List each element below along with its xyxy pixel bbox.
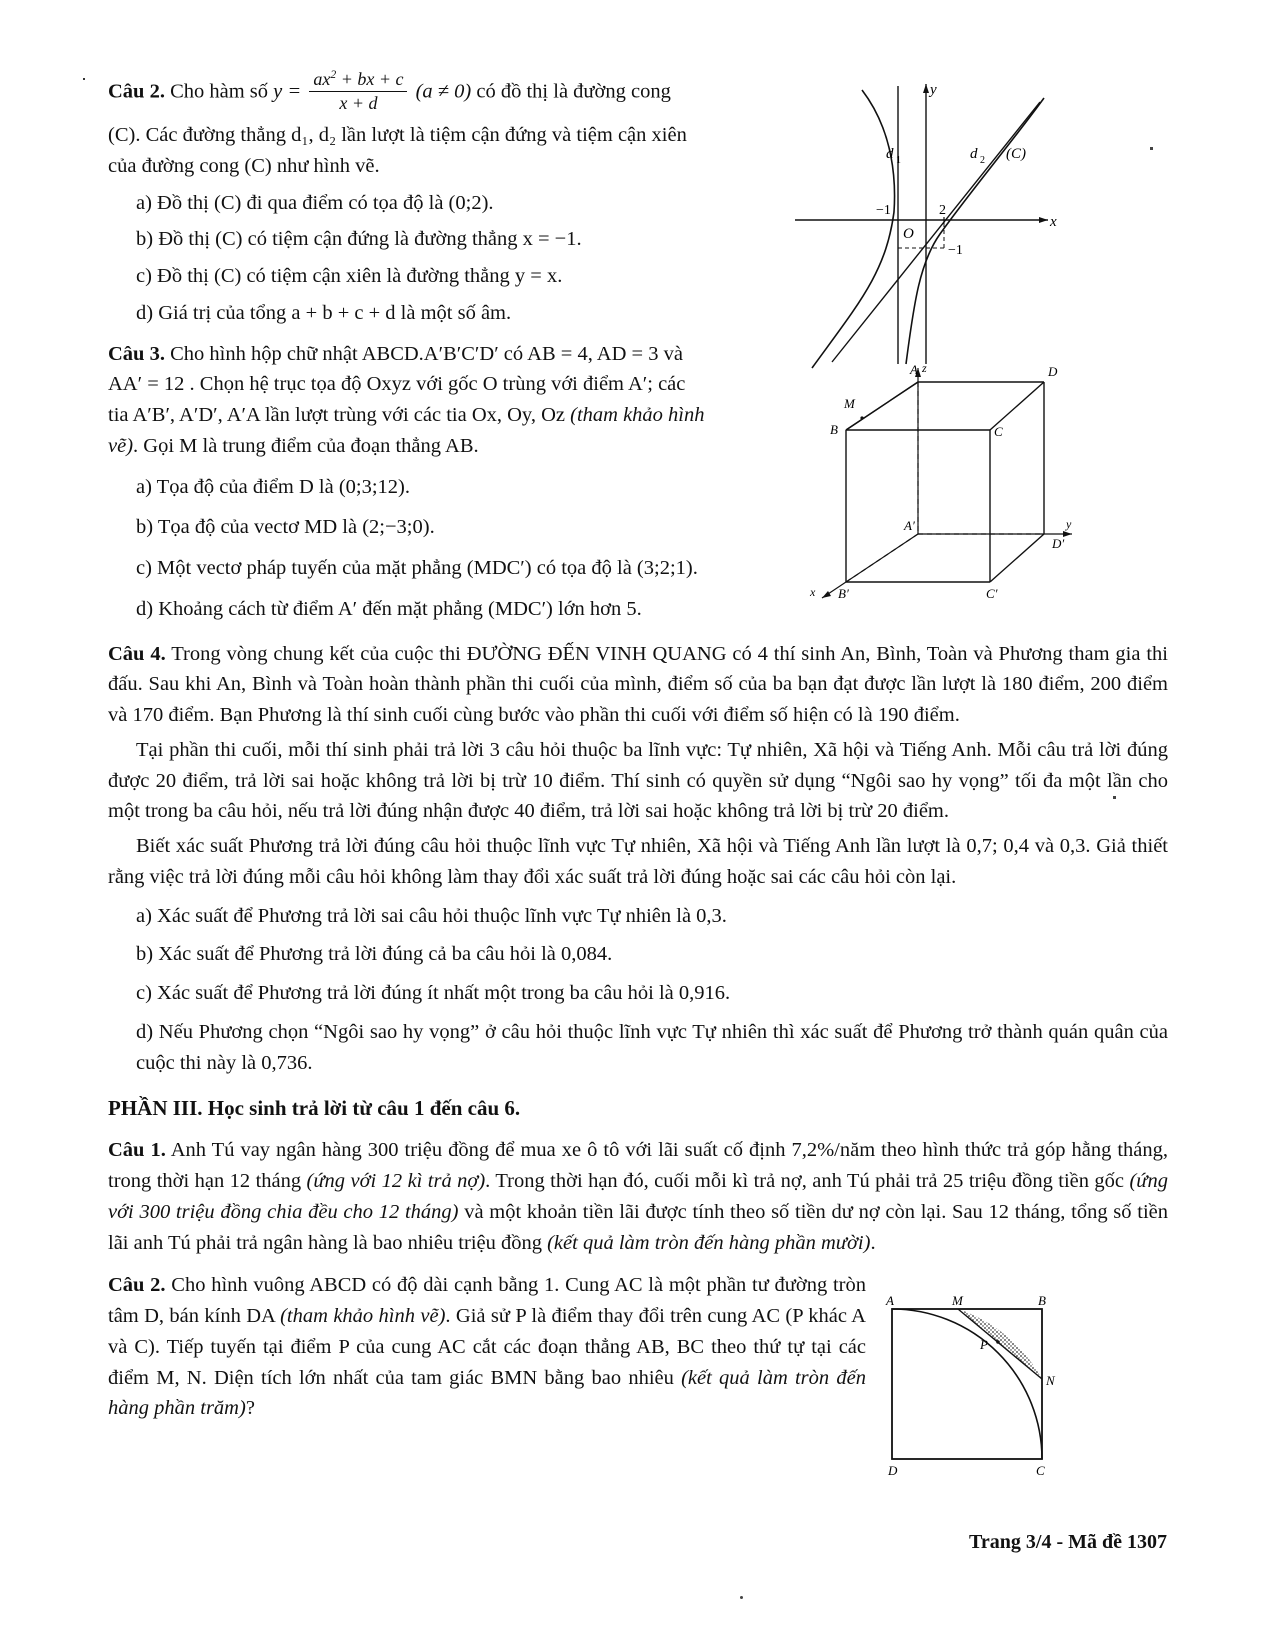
figure3-label-z-axis: z: [922, 361, 927, 375]
figure4-label-C: C: [1036, 1463, 1045, 1478]
cau3-line4a: vẽ): [108, 434, 134, 457]
part3-cau1-italic-3: (kết quả làm tròn đến hàng phần mười): [547, 1231, 871, 1254]
figure-tick-minus1-y: −1: [948, 243, 963, 258]
cau2-item-c: c) Đồ thị (C) có tiệm cận xiên là đường thẳng y = x.: [136, 265, 563, 287]
figure3-label-B: B: [830, 422, 838, 437]
cau4-item-b: b) Xác suất để Phương trả lời đúng cả ba câu hỏi là 0,084.: [136, 943, 613, 966]
cau4-item-a: a) Xác suất để Phương trả lời sai câu hỏi thuộc lĩnh vực Tự nhiên là 0,3.: [136, 904, 727, 927]
question-cau2: [108, 70, 768, 329]
figure3-label-D: D: [1048, 364, 1058, 379]
question-part3-cau2: [108, 1270, 866, 1424]
cau4-item-d: d) Nếu Phương chọn “Ngôi sao hy vọng” ở câu hỏi thuộc lĩnh vực Tự nhiên thì xác suất để Phương trở thành quán quân của cuộc thi này là 0,736.: [136, 1020, 1168, 1074]
cau4-paragraph-1: Trong vòng chung kết của cuộc thi ĐƯỜNG ĐẾN VINH QUANG có 4 thí sinh An, Bình, Toàn và Phương tham gia thi đấu. Sau khi An, Bình và Toàn hoàn thành phần thi cuối của mình, điểm số của ba bạn đạt được lần lượt là 180 điểm, 200 điểm và 170 điểm. Bạn Phương là thí sinh cuối cùng bước vào phần thi cuối với điểm số hiện có là 190 điểm.: [108, 642, 1168, 726]
figure3-label-Cp: C′: [986, 586, 998, 601]
part3-cau1-label: Câu 1.: [108, 1139, 166, 1162]
page-footer: Trang 3/4 - Mã đề 1307: [969, 1531, 1167, 1553]
page-speck-bottom: [740, 1596, 743, 1599]
part3-cau2-italic-1: (tham khảo hình vẽ): [280, 1305, 446, 1327]
part3-cau2-italic-2: (kết quả làm tròn đến hàng phần trăm): [108, 1366, 866, 1420]
cau2-item-a: a) Đồ thị (C) đi qua điểm có tọa độ là (0;2).: [136, 191, 494, 214]
cau2-formula-condition: (a ≠ 0): [415, 80, 472, 103]
part3-cau1-text-d: .: [870, 1231, 876, 1254]
figure-label-origin: O: [903, 226, 914, 242]
cau3-line4b: . Gọi M là trung điểm của đoạn thẳng AB.: [133, 434, 479, 457]
figure-label-d1: d: [886, 146, 894, 162]
figure-label-y: y: [930, 82, 937, 98]
cau2-item-d: d) Giá trị của tổng a + b + c + d là một số âm.: [136, 301, 512, 324]
cau4-item-c: c) Xác suất để Phương trả lời đúng ít nhất một trong ba câu hỏi là 0,916.: [136, 982, 731, 1004]
question-cau4: [108, 639, 1168, 1079]
cau2-intro-1: Cho hàm số: [170, 80, 269, 103]
figure4-label-D: D: [888, 1463, 898, 1478]
cau4-paragraph-2: Tại phần thi cuối, mỗi thí sinh phải trả lời 3 câu hỏi thuộc ba lĩnh vực: Tự nhiên, Xã hội và Tiếng Anh. Mỗi câu trả lời đúng được 20 điểm, trả lời sai hoặc không trả lời bị trừ 10 điểm. Thí sinh có quyền sử dụng “Ngôi sao hy vọng” tối đa một lần cho một trong ba câu hỏi, nếu trả lời đúng nhận được 40 điểm, trả lời sai hoặc không trả lời bị trừ 20 điểm.: [108, 738, 1168, 823]
cau3-line2: AA′ = 12 . Chọn hệ trục tọa độ Oxyz với gốc O trùng với điểm A′; các: [108, 373, 686, 396]
cau3-line3a: tia A′B′, A′D′, A′A lần lượt trùng với các tia Ox, Oy, Oz: [108, 404, 565, 426]
figure4-label-A: A: [886, 1295, 894, 1308]
cau2-line3: của đường cong (C) như hình vẽ.: [108, 154, 380, 177]
figure-label-x: x: [1050, 214, 1057, 230]
figure4-label-B: B: [1038, 1295, 1046, 1308]
cau2-line2: (C). Các đường thẳng d₁, d₂ lần lượt là tiệm cận đứng và tiệm cận xiên: [108, 124, 687, 146]
document-body: [108, 70, 1168, 1424]
question-part3-cau1: [108, 1135, 1168, 1258]
part3-cau1-italic-1: (ứng với 12 kì trả nợ): [306, 1170, 486, 1192]
cau2-intro-2: có đồ thị là đường cong: [476, 80, 671, 103]
figure-label-d2-sub: 2: [980, 155, 985, 166]
cau3-item-d: d) Khoảng cách từ điểm A′ đến mặt phẳng (MDC′) lớn hơn 5.: [136, 597, 642, 620]
figure3-label-M: M: [844, 396, 855, 411]
figure3-label-Ap: A′: [904, 518, 915, 533]
figure3-label-Dp: D′: [1052, 536, 1065, 551]
cau2-formula-y: y =: [273, 80, 302, 103]
figure3-label-C: C: [994, 424, 1003, 439]
figure3-label-Bp: B′: [838, 586, 849, 601]
cau2-label: Câu 2.: [108, 80, 165, 103]
page-speck: [83, 78, 85, 80]
figure4-label-P: P: [980, 1337, 988, 1352]
part3-cau1-text-b: . Trong thời hạn đó, cuối mỗi kì trả nợ, anh Tú phải trả 25 triệu đồng tiền gốc: [485, 1170, 1130, 1192]
figure3-label-y-axis: y: [1066, 517, 1072, 531]
part3-heading: PHẦN III. Học sinh trả lời từ câu 1 đến câu 6.: [108, 1096, 521, 1121]
part3-cau2-text-a: Cho hình vuông ABCD có độ dài cạnh bằng 1. Cung AC là một phần tư đường tròn tâm D, bán kính DA: [108, 1274, 866, 1327]
cau3-item-a: a) Tọa độ của điểm D là (0;3;12).: [136, 475, 411, 498]
cau3-line3b: (tham khảo hình: [570, 404, 705, 426]
cau2-fraction-numerator: $ax^2$ + bx + c: [309, 68, 407, 92]
figure-label-d2: d: [970, 146, 978, 162]
figure3-label-A: A: [910, 362, 918, 377]
cau3-item-b: b) Tọa độ của vectơ MD là (2;−3;0).: [136, 516, 435, 539]
figure-tick-minus1-x: −1: [876, 203, 891, 218]
cau3-line1: Cho hình hộp chữ nhật ABCD.A′B′C′D′ có AB = 4, AD = 3 và: [170, 342, 683, 365]
cau4-paragraph-3: Biết xác suất Phương trả lời đúng câu hỏi thuộc lĩnh vực Tự nhiên, Xã hội và Tiếng Anh lần lượt là 0,7; 0,4 và 0,3. Giả thiết rằng việc trả lời đúng mỗi câu hỏi không làm thay đổi xác suất trả lời đúng hoặc sai các câu hỏi còn lại.: [108, 835, 1168, 888]
cau2-item-b: b) Đồ thị (C) có tiệm cận đứng là đường thẳng x = −1.: [136, 228, 582, 251]
figure4-label-N: N: [1046, 1373, 1055, 1388]
part3-cau2-label: Câu 2.: [108, 1274, 166, 1297]
figure3-label-x-axis: x: [810, 585, 816, 599]
figure4-label-M: M: [952, 1295, 963, 1308]
cau4-label: Câu 4.: [108, 642, 166, 665]
cau3-label: Câu 3.: [108, 342, 165, 365]
part3-cau1-text-a: Anh Tú vay ngân hàng 300 triệu đồng để mua xe ô tô với lãi suất cố định 7,2%/năm theo hình thức trả góp hằng tháng, trong thời hạn 12 tháng: [108, 1139, 1168, 1192]
part3-cau2-text-c: ?: [245, 1397, 255, 1420]
cau2-fraction: [309, 68, 407, 114]
figure-tick-2-x: 2: [939, 203, 946, 218]
figure-label-d1-sub: 1: [896, 155, 901, 166]
part3-cau2-text-b: . Giả sử P là điểm thay đổi trên cung AC (P khác A và C). Tiếp tuyến tại điểm P của cung AC cắt các đoạn thẳng AB, BC theo thứ tự tại các điểm M, N. Diện tích lớn nhất của tam giác BMN bằng bao nhiêu: [108, 1305, 866, 1389]
figure-label-C: (C): [1006, 146, 1026, 162]
cau3-item-c: c) Một vectơ pháp tuyến của mặt phẳng (MDC′) có tọa độ là (3;2;1).: [136, 557, 698, 579]
part3-cau1-italic-2: (ứng với 300 triệu đồng chia đều cho 12 tháng): [108, 1170, 1168, 1223]
question-cau3: [108, 339, 768, 625]
cau2-fraction-denominator: x + d: [339, 92, 378, 113]
part3-cau1-text-c: và một khoản tiền lãi được tính theo số tiền dư nợ còn lại. Sau 12 tháng, tổng số tiền lãi anh Tú phải trả ngân hàng là bao nhiêu triệu đồng: [108, 1200, 1169, 1254]
